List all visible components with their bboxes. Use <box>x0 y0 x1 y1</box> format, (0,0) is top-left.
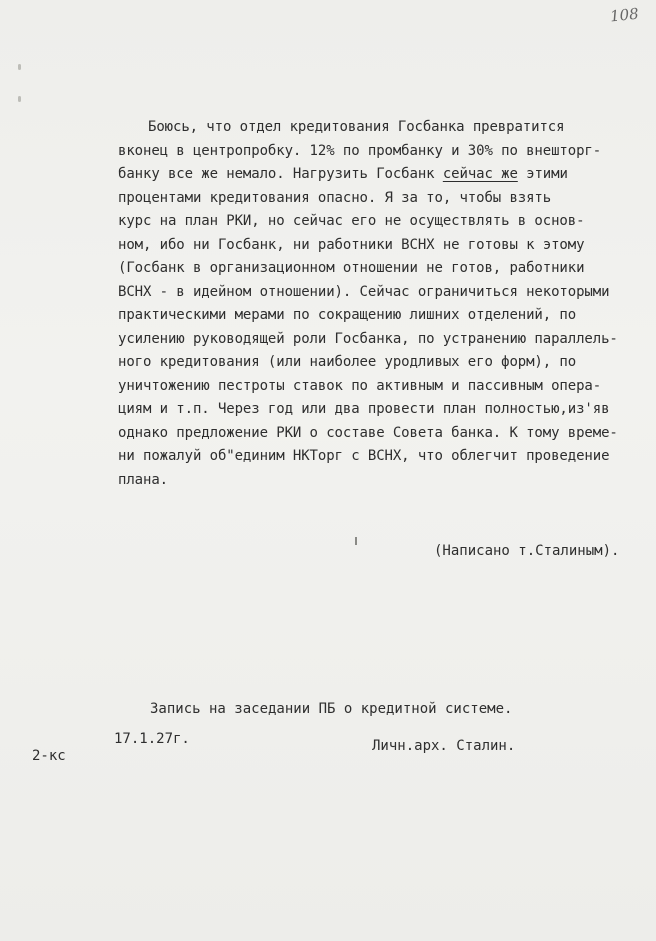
record-title: Запись на заседании ПБ о кредитной системе. <box>150 701 513 717</box>
document-body <box>118 116 618 492</box>
body-line: (Госбанк в организационном отношении не готов, работники <box>118 260 585 276</box>
body-line-segment: банку все же немало. Нагрузить Госбанк <box>118 166 443 182</box>
authorship-note: (Написано т.Сталиным). <box>434 543 620 559</box>
body-line: плана. <box>118 471 168 488</box>
paper-speck <box>355 537 357 545</box>
body-line-segment: этими <box>517 166 568 182</box>
copy-mark: 2-кс <box>32 748 66 764</box>
body-line: процентами кредитования опасно. Я за то, чтобы взять <box>118 189 552 206</box>
body-line: ВСНХ - в идейном отношении). Сейчас ограничиться некоторыми <box>118 283 610 300</box>
body-line: курс на план РКИ, но сейчас его не осуществлять в основ- <box>118 213 585 229</box>
body-line: циям и т.п. Через год или два провести план полностью,из'яв <box>118 401 610 417</box>
body-line: уничтожению пестроты ставок по активным и пассивным опера- <box>118 377 602 394</box>
body-line: усилению руководящей роли Госбанка, по устранению параллель- <box>118 330 618 347</box>
body-line <box>118 163 618 187</box>
body-line: ни пожалуй об"единим НКТорг с ВСНХ, что облегчит проведение <box>118 448 610 464</box>
body-line: ном, ибо ни Госбанк, ни работники ВСНХ не готовы к этому <box>118 236 585 253</box>
record-date: 17.1.27г. <box>114 731 190 747</box>
body-line: однако предложение РКИ о составе Совета банка. К тому време- <box>118 424 618 441</box>
archive-reference: Личн.арх. Сталин. <box>372 738 516 754</box>
punch-hole-mark <box>18 96 21 102</box>
archive-page-number: 108 <box>609 4 640 26</box>
body-line: Боюсь, что отдел кредитования Госбанка превратится <box>148 119 565 135</box>
punch-hole-mark <box>18 64 21 70</box>
body-line: практическими мерами по сокращению лишних отделений, по <box>118 307 577 323</box>
underlined-phrase: сейчас же <box>442 166 518 182</box>
body-line: ного кредитования (или наиболее уродливых его форм), по <box>118 354 577 370</box>
body-line: вконец в центропробку. 12% по промбанку и 30% по внешторг- <box>118 142 602 159</box>
